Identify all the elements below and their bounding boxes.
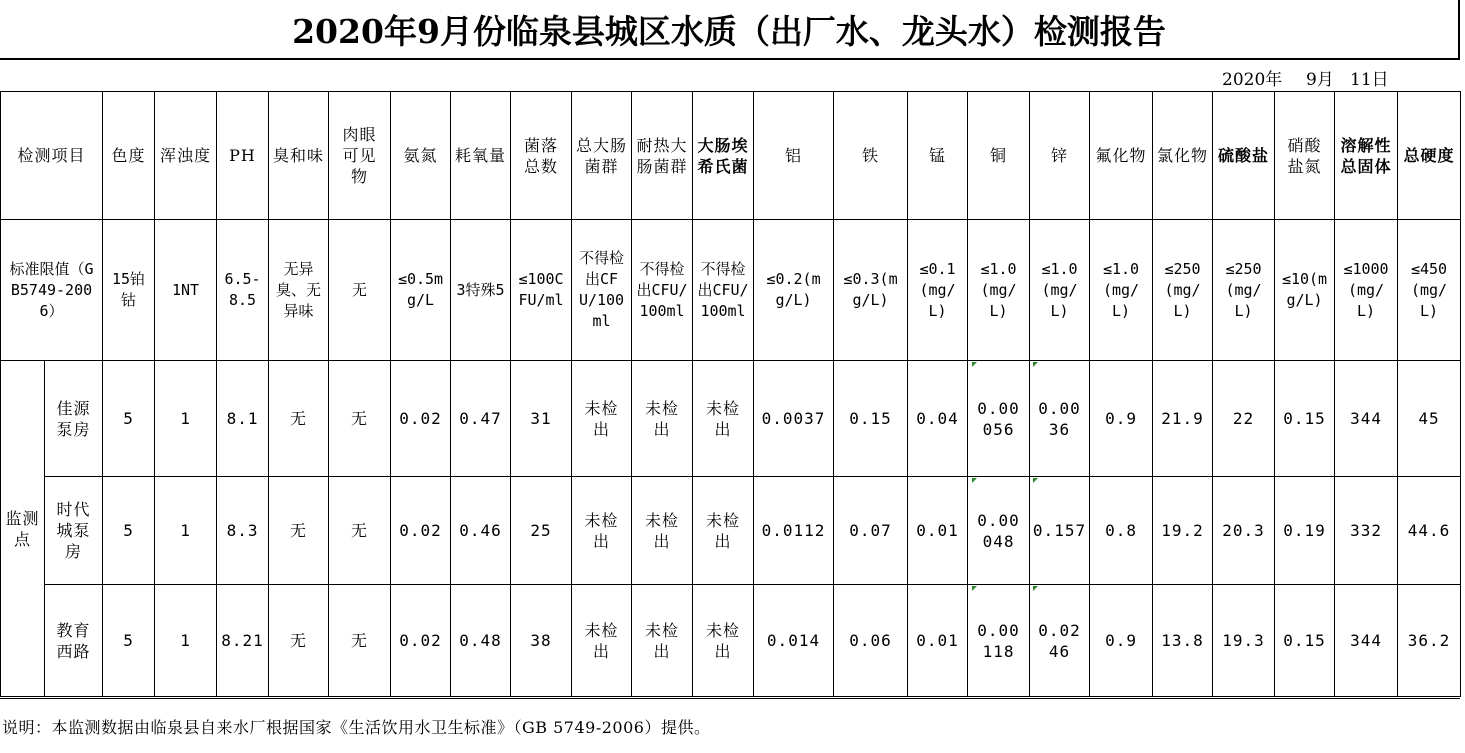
standard-row xyxy=(1,220,1461,361)
site-name xyxy=(45,477,103,585)
table-row xyxy=(1,585,1461,697)
value-cell xyxy=(968,361,1030,477)
standard-value xyxy=(269,220,329,361)
report-note xyxy=(0,698,1460,753)
header-zinc: 锌 xyxy=(1030,92,1090,220)
value-cell xyxy=(1030,585,1090,697)
cell-comment-marker xyxy=(1033,586,1038,591)
standard-value-text: ≤450(mg/L) xyxy=(1410,259,1448,320)
value-cell: 1 xyxy=(155,585,217,697)
header-manganese: 锰 xyxy=(908,92,968,220)
standard-value xyxy=(1275,220,1335,361)
value-cell: 44.6 xyxy=(1398,477,1461,585)
value-cell: 0.01 xyxy=(908,477,968,585)
value-cell xyxy=(632,361,693,477)
value-cell: 1 xyxy=(155,477,217,585)
header-copper: 铜 xyxy=(968,92,1030,220)
value-cell: 19.3 xyxy=(1213,585,1275,697)
value-cell: 36.2 xyxy=(1398,585,1461,697)
value-cell: 8.21 xyxy=(217,585,269,697)
standard-value xyxy=(511,220,572,361)
standard-value-text: ≤0.3(mg/L) xyxy=(843,270,898,309)
value-cell: 0.0037 xyxy=(754,361,834,477)
value-cell: 0.9 xyxy=(1090,585,1153,697)
value-cell: 无 xyxy=(269,477,329,585)
value-cell: 31 xyxy=(511,361,572,477)
header-ammonia: 氨氮 xyxy=(391,92,451,220)
value-cell: 13.8 xyxy=(1153,585,1213,697)
value-cell: 20.3 xyxy=(1213,477,1275,585)
monitor-point-label xyxy=(1,361,45,697)
standard-value-text: ≤1.0(mg/L) xyxy=(1041,259,1078,320)
value-cell: 0.9 xyxy=(1090,361,1153,477)
value-cell: 0.01 xyxy=(908,585,968,697)
value-cell-text: 未检出 xyxy=(584,398,619,439)
header-fluoride: 氟化物 xyxy=(1090,92,1153,220)
header-hardness: 总硬度 xyxy=(1398,92,1461,220)
cell-comment-marker xyxy=(1033,362,1038,367)
standard-value-text: 不得检出CFU/100ml xyxy=(578,249,625,330)
header-nitrate-text: 硝酸盐氮 xyxy=(1287,135,1322,176)
value-cell: 0.0112 xyxy=(754,477,834,585)
standard-value xyxy=(908,220,968,361)
value-cell-text: 未检出 xyxy=(645,398,680,439)
value-cell xyxy=(572,585,632,697)
standard-value-text: ≤0.5mg/L xyxy=(397,270,444,309)
value-cell-text: 0.00048 xyxy=(977,510,1020,551)
value-cell xyxy=(572,361,632,477)
value-cell-text: 未检出 xyxy=(584,510,619,551)
value-cell xyxy=(693,585,754,697)
standard-value xyxy=(391,220,451,361)
standard-label-text: 标准限值（GB5749-2006） xyxy=(9,259,94,320)
value-cell: 332 xyxy=(1335,477,1398,585)
value-cell: 0.15 xyxy=(1275,585,1335,697)
value-cell-text: 0.0246 xyxy=(1038,620,1081,661)
value-cell xyxy=(968,477,1030,585)
standard-value-text: 不得检出CFU/100ml xyxy=(636,259,688,320)
header-odor: 臭和味 xyxy=(269,92,329,220)
value-cell: 无 xyxy=(269,361,329,477)
standard-value-text: ≤0.1(mg/L) xyxy=(919,259,956,320)
standard-value xyxy=(632,220,693,361)
header-visible-matter xyxy=(329,92,391,220)
value-cell xyxy=(632,477,693,585)
header-thermotolerant-coliform xyxy=(632,92,693,220)
standard-value-text: ≤100CFU/ml xyxy=(518,270,564,309)
standard-value-text: ≤1000(mg/L) xyxy=(1343,259,1389,320)
value-cell: 38 xyxy=(511,585,572,697)
value-cell: 19.2 xyxy=(1153,477,1213,585)
standard-value xyxy=(1398,220,1461,361)
value-cell-text: 0.00118 xyxy=(977,620,1020,661)
header-ecoli xyxy=(693,92,754,220)
value-cell: 0.19 xyxy=(1275,477,1335,585)
header-chloride: 氯化物 xyxy=(1153,92,1213,220)
standard-value-text: 6.5-8.5 xyxy=(224,270,261,309)
header-nitrate xyxy=(1275,92,1335,220)
standard-value xyxy=(693,220,754,361)
value-cell: 5 xyxy=(103,585,155,697)
site-name-text: 时代城泵房 xyxy=(56,500,91,561)
standard-value xyxy=(968,220,1030,361)
standard-value: 1NT xyxy=(155,220,217,361)
standard-value xyxy=(451,220,511,361)
date-year: 2020年 xyxy=(1222,70,1283,90)
value-cell xyxy=(693,361,754,477)
value-cell: 0.06 xyxy=(834,585,908,697)
value-cell: 0.46 xyxy=(451,477,511,585)
value-cell: 8.3 xyxy=(217,477,269,585)
header-ecoli-text: 大肠埃希氏菌 xyxy=(697,135,749,176)
standard-value xyxy=(834,220,908,361)
header-thermotolerant-coliform-text: 耐热大肠菌群 xyxy=(636,135,688,176)
header-row xyxy=(1,92,1461,220)
site-name-text: 佳源泵房 xyxy=(56,398,91,439)
value-cell-text: 未检出 xyxy=(706,510,741,551)
standard-value-text: 无异臭、无异味 xyxy=(276,259,322,320)
table-row xyxy=(1,361,1461,477)
report-note-text: 说明：本监测数据由临泉县自来水厂根据国家《生活饮用水卫生标准》（GB 5749-2006）提供。 xyxy=(2,718,711,737)
value-cell: 0.02 xyxy=(391,477,451,585)
value-cell: 无 xyxy=(329,361,391,477)
value-cell: 0.47 xyxy=(451,361,511,477)
standard-value xyxy=(1335,220,1398,361)
standard-label xyxy=(1,220,103,361)
header-color: 色度 xyxy=(103,92,155,220)
value-cell xyxy=(693,477,754,585)
value-cell-text: 0.0036 xyxy=(1038,398,1081,439)
standard-value xyxy=(103,220,155,361)
standard-value-text: ≤250(mg/L) xyxy=(1225,259,1262,320)
standard-value xyxy=(1090,220,1153,361)
value-cell: 0.014 xyxy=(754,585,834,697)
cell-comment-marker xyxy=(972,362,977,367)
value-cell-text: 未检出 xyxy=(645,510,680,551)
report-date xyxy=(0,60,1462,92)
value-cell xyxy=(572,477,632,585)
standard-value: 无 xyxy=(329,220,391,361)
value-cell: 0.02 xyxy=(391,361,451,477)
value-cell: 0.157 xyxy=(1030,477,1090,585)
header-aluminum: 铝 xyxy=(754,92,834,220)
value-cell xyxy=(632,585,693,697)
value-cell: 344 xyxy=(1335,361,1398,477)
standard-value xyxy=(1153,220,1213,361)
header-oxygen-consumption: 耗氧量 xyxy=(451,92,511,220)
site-name xyxy=(45,361,103,477)
value-cell: 21.9 xyxy=(1153,361,1213,477)
header-turbidity: 浑浊度 xyxy=(155,92,217,220)
standard-value-text: ≤10(mg/L) xyxy=(1281,270,1328,309)
header-item: 检测项目 xyxy=(1,92,103,220)
cell-comment-marker xyxy=(972,586,977,591)
header-tds-text: 溶解性总固体 xyxy=(1340,135,1392,176)
value-cell-text: 未检出 xyxy=(706,620,741,661)
standard-value-text: 15铂钴 xyxy=(111,270,146,309)
value-cell: 344 xyxy=(1335,585,1398,697)
date-day: 11日 xyxy=(1350,70,1389,90)
value-cell: 无 xyxy=(329,477,391,585)
standard-value xyxy=(754,220,834,361)
value-cell-text: 0.00056 xyxy=(977,398,1020,439)
value-cell: 25 xyxy=(511,477,572,585)
value-cell: 无 xyxy=(269,585,329,697)
value-cell-text: 未检出 xyxy=(645,620,680,661)
value-cell: 0.15 xyxy=(1275,361,1335,477)
value-cell: 1 xyxy=(155,361,217,477)
value-cell: 22 xyxy=(1213,361,1275,477)
standard-value-text: ≤1.0(mg/L) xyxy=(980,259,1017,320)
table-row xyxy=(1,477,1461,585)
site-name xyxy=(45,585,103,697)
standard-value-text: 3特殊5 xyxy=(456,280,505,299)
standard-value-text: ≤0.2(mg/L) xyxy=(766,270,821,309)
standard-value xyxy=(1030,220,1090,361)
site-name-text: 教育西路 xyxy=(56,620,91,661)
value-cell-text: 未检出 xyxy=(584,620,619,661)
value-cell: 0.04 xyxy=(908,361,968,477)
cell-comment-marker xyxy=(1033,478,1038,483)
standard-value xyxy=(217,220,269,361)
header-ph: PH xyxy=(217,92,269,220)
standard-value-text: ≤250(mg/L) xyxy=(1164,259,1201,320)
value-cell: 45 xyxy=(1398,361,1461,477)
value-cell: 0.8 xyxy=(1090,477,1153,585)
header-visible-matter-text: 肉眼可见物 xyxy=(342,125,377,186)
header-sulfate: 硫酸盐 xyxy=(1213,92,1275,220)
header-iron: 铁 xyxy=(834,92,908,220)
standard-value-text: 不得检出CFU/100ml xyxy=(697,259,749,320)
standard-value xyxy=(1213,220,1275,361)
water-quality-table xyxy=(0,91,1461,697)
value-cell xyxy=(968,585,1030,697)
value-cell: 0.48 xyxy=(451,585,511,697)
value-cell: 0.02 xyxy=(391,585,451,697)
value-cell: 5 xyxy=(103,361,155,477)
report-title: 2020年9月份临泉县城区水质（出厂水、龙头水）检测报告 xyxy=(0,0,1460,60)
header-total-coliform xyxy=(572,92,632,220)
standard-value xyxy=(572,220,632,361)
value-cell: 8.1 xyxy=(217,361,269,477)
monitor-point-label-text: 监测点 xyxy=(5,508,40,549)
header-colony-count xyxy=(511,92,572,220)
header-colony-count-text: 菌落总数 xyxy=(524,135,559,176)
value-cell-text: 未检出 xyxy=(706,398,741,439)
value-cell xyxy=(1030,361,1090,477)
value-cell: 无 xyxy=(329,585,391,697)
value-cell: 5 xyxy=(103,477,155,585)
header-total-coliform-text: 总大肠菌群 xyxy=(576,135,628,176)
header-tds xyxy=(1335,92,1398,220)
cell-comment-marker xyxy=(972,478,977,483)
standard-value-text: ≤1.0(mg/L) xyxy=(1102,259,1140,320)
date-month: 9月 xyxy=(1306,70,1334,90)
value-cell: 0.07 xyxy=(834,477,908,585)
value-cell: 0.15 xyxy=(834,361,908,477)
